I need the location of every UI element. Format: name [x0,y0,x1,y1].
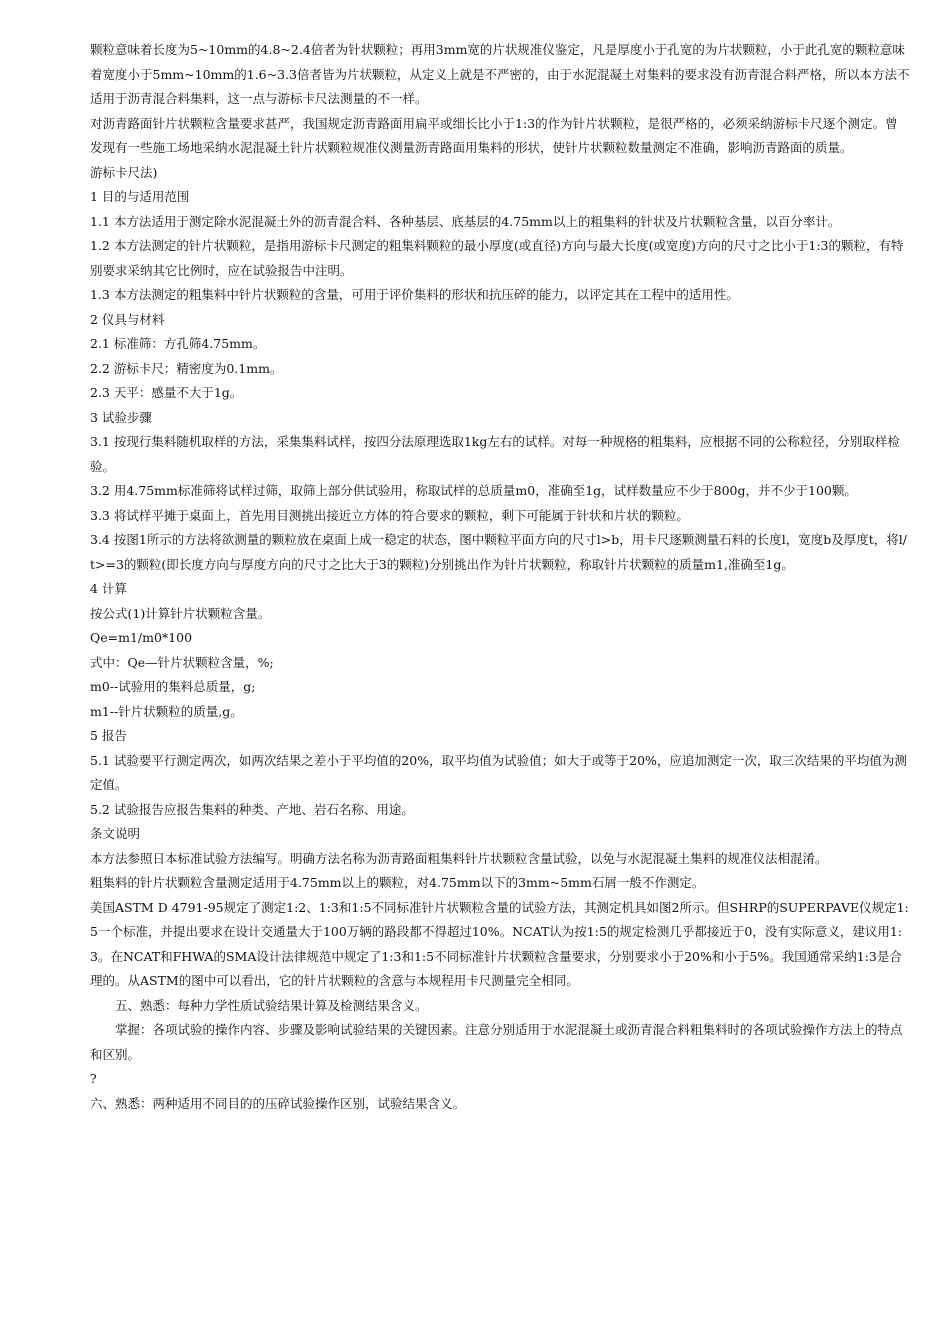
paragraph: 2.1 标准筛：方孔筛4.75mm。 [90,336,266,351]
paragraph: 对沥青路面针片状颗粒含量要求甚严，我国规定沥青路面用扁平或细长比小于1:3的作为针片状颗粒，是很严格的，必须采纳游标卡尺逐个测定。曾发现有一些施工场地采纳水泥混凝土针片状颗粒规准仪测量沥青路面用集料的形状，使针片状颗粒数量测定不准确，影响沥青路面的质量。 [90,115,898,155]
paragraph: 颗粒意味着长度为5~10mm的4.8~2.4倍者为针状颗粒；再用3mm宽的片状规准仪鉴定，凡是厚度小于孔宽的为片状颗粒，小于此孔宽的颗粒意味着宽度小于5mm~10mm的1.6~3.3倍者皆为片状颗粒，从定义上就是不严密的，由于水泥混凝土对集料的要求没有沥青混合料严格，所以本方法不适用于沥青混合料集料，这一点与游标卡尺法测量的不一样。 [90,42,910,106]
paragraph: 粗集料的针片状颗粒含量测定适用于4.75mm以上的颗粒，对4.75mm以下的3mm~5mm石屑一般不作测定。 [90,875,705,890]
paragraph: 2 仪具与材料 [90,311,165,327]
paragraph: 5 报告 [90,728,127,743]
paragraph: 式中：Qe—针片状颗粒含量，%; [90,654,274,670]
paragraph: ? [90,1071,97,1086]
paragraph: 五、熟悉：每种力学性质试验结果计算及检测结果含义。 [115,997,428,1013]
paragraph: 按公式(1)计算针片状颗粒含量。 [90,605,271,621]
paragraph: 5.2 试验报告应报告集料的种类、产地、岩石名称、用途。 [90,801,414,817]
paragraph: 3 试验步骤 [90,409,152,425]
paragraph: 5.1 试验要平行测定两次，如两次结果之差小于平均值的20%，取平均值为试验值；如大于或等于20%，应追加测定一次，取三次结果的平均值为测定值。 [90,752,907,792]
paragraph: 掌握：各项试验的操作内容、步骤及影响试验结果的关键因素。注意分别适用于水泥混凝土或沥青混合料粗集料时的各项试验操作方法上的特点和区别。 [90,1022,903,1062]
paragraph: 2.3 天平：感量不大于1g。 [90,385,243,400]
paragraph: m0--试验用的集料总质量，g; [90,679,256,694]
paragraph: 游标卡尺法) [90,164,158,180]
paragraph: 本方法参照日本标准试验方法编写。明确方法名称为沥青路面粗集料针片状颗粒含量试验，以免与水泥混凝土集料的规准仪法相混淆。 [90,850,828,866]
paragraph: 3.4 按图1所示的方法将欲测量的颗粒放在桌面上成一稳定的状态，图中颗粒平面方向的尺寸l>b，用卡尺逐颗测量石料的长度l，宽度b及厚度t，将l/t>=3的颗粒(即长度方向与厚度方向的尺寸之比大于3的颗粒)分别挑出作为针片状颗粒，称取针片状颗粒的质量m1,准确至1g。 [90,532,908,572]
paragraph: 3.3 将试样平摊于桌面上，首先用目测挑出接近立方体的符合要求的颗粒，剩下可能属于针状和片状的颗粒。 [90,507,689,523]
document-body [90,38,910,1116]
paragraph: 4 计算 [90,581,127,596]
paragraph: 3.1 按现行集料随机取样的方法，采集集料试样，按四分法原理选取1kg左右的试样。对每一种规格的粗集料，应根据不同的公称粒径，分别取样检验。 [90,434,900,474]
paragraph: 六、熟悉：两种适用不同目的的压碎试验操作区别，试验结果含义。 [90,1095,466,1111]
paragraph: 1.2 本方法测定的针片状颗粒，是指用游标卡尺测定的粗集料颗粒的最小厚度(或直径)方向与最大长度(或宽度)方向的尺寸之比小于1:3的颗粒，有特别要求采纳其它比例时，应在试验报告中注明。 [90,238,904,278]
paragraph: 3.2 用4.75mm标准筛将试样过筛，取筛上部分供试验用，称取试样的总质量m0，准确至1g，试样数量应不少于800g，并不少于100颗。 [90,483,857,498]
paragraph: 1.1 本方法适用于测定除水泥混凝土外的沥青混合料、各种基层、底基层的4.75mm以上的粗集料的针状及片状颗粒含量，以百分率计。 [90,213,841,229]
paragraph: 1 目的与适用范围 [90,189,190,204]
paragraph: 美国ASTM D 4791-95规定了测定1:2、1:3和1:5不同标准针片状颗粒含量的试验方法，其测定机具如图2所示。但SHRP的SUPERPAVE仪规定1:5一个标准，并提出要求在设计交通量大于100万辆的路段都不得超过10%。NCAT认为按1:5的规定检测几乎都接近于0，没有实际意义，建议用1:3。在NCAT和FHWA的SMA设计法律规范中规定了1:3和1:5不同标准针片状颗粒含量要求，分别要求小于20%和小于5%。我国通常采纳1:3是合理的。从ASTM的图中可以看出，它的针片状颗粒的含意与本规程用卡尺测量完全相同。 [90,899,909,988]
paragraph: m1--针片状颗粒的质量,g。 [90,703,243,719]
paragraph: Qe=m1/m0*100 [90,630,193,645]
paragraph: 条文说明 [90,826,141,841]
paragraph: 1.3 本方法测定的粗集料中针片状颗粒的含量，可用于评价集料的形状和抗压碎的能力，以评定其在工程中的适用性。 [90,287,739,302]
paragraph: 2.2 游标卡尺：精密度为0.1mm。 [90,360,283,376]
